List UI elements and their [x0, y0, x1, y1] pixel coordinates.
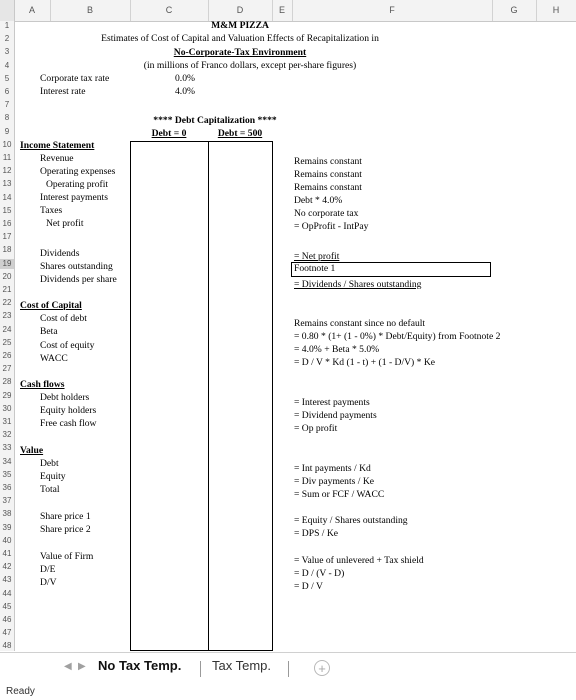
interest-payments-label: Interest payments	[40, 192, 108, 203]
row-header-5[interactable]: 5	[4, 73, 10, 83]
note-dividends: = Net profit	[294, 251, 340, 262]
note-operating-expenses: Remains constant	[294, 169, 362, 180]
units-note: (in millions of Franco dollars, except per-share figures)	[143, 60, 357, 71]
net-profit-label: Net profit	[46, 218, 84, 229]
row-header-40[interactable]: 40	[2, 535, 12, 545]
operating-expenses-label: Operating expenses	[40, 166, 116, 177]
row-header-39[interactable]: 39	[2, 522, 12, 532]
row-header-45[interactable]: 45	[2, 601, 12, 611]
note-share-price-2: = DPS / Ke	[294, 528, 339, 539]
row-header-23[interactable]: 23	[2, 311, 12, 321]
taxes-label: Taxes	[40, 205, 63, 216]
note-operating-profit: Remains constant	[294, 182, 362, 193]
row-header-15[interactable]: 15	[2, 205, 12, 215]
debt-0-header: Debt = 0	[151, 128, 187, 139]
row-header-1[interactable]: 1	[4, 21, 10, 30]
row-header-26[interactable]: 26	[2, 351, 12, 360]
row-header-6[interactable]: 6	[4, 87, 10, 96]
sheet-title: M&M PIZZA	[211, 20, 269, 31]
equity-label: Equity	[40, 471, 66, 482]
row-header-13[interactable]: 13	[2, 179, 12, 189]
cash-flows-heading: Cash flows	[20, 379, 65, 390]
shares-outstanding-label: Shares outstanding	[40, 261, 113, 272]
column-header-f[interactable]: F	[389, 5, 395, 15]
row-header-3[interactable]: 3	[4, 47, 10, 57]
debt-500-header: Debt = 500	[217, 128, 263, 139]
sheet-subtitle: Estimates of Cost of Capital and Valuation Effects of Recapitalization in	[101, 33, 379, 44]
row-header-31[interactable]: 31	[2, 417, 12, 426]
row-header-34[interactable]: 34	[2, 456, 12, 466]
value-heading: Value	[20, 445, 44, 456]
row-header-35[interactable]: 35	[2, 469, 12, 479]
note-wacc: = D / V * Kd (1 - t) + (1 - D/V) * Ke	[294, 357, 436, 368]
note-equity-holders: = Dividend payments	[294, 410, 377, 421]
total-label: Total	[40, 484, 60, 495]
row-header-2[interactable]: 2	[4, 34, 10, 44]
previous-sheet-icon[interactable]: ◀	[64, 661, 72, 672]
debt-holders-label: Debt holders	[40, 392, 90, 403]
row-header-38[interactable]: 38	[2, 509, 12, 519]
column-header-h[interactable]: H	[552, 5, 560, 15]
row-header-25[interactable]: 25	[2, 337, 12, 347]
row-header-30[interactable]: 30	[2, 403, 12, 413]
interest-rate-value[interactable]: 4.0%	[175, 86, 195, 97]
row-header-44[interactable]: 44	[2, 588, 12, 598]
column-header-b[interactable]: B	[86, 5, 93, 15]
row-header-bar	[0, 21, 15, 651]
revenue-label: Revenue	[40, 153, 74, 164]
interest-rate-label: Interest rate	[40, 86, 86, 97]
share-price-2-label: Share price 2	[40, 524, 91, 535]
equity-holders-label: Equity holders	[40, 405, 97, 416]
tab-divider	[288, 661, 289, 677]
income-statement-heading: Income Statement	[20, 140, 95, 151]
row-header-43[interactable]: 43	[2, 575, 12, 585]
row-header-22[interactable]: 22	[2, 298, 12, 308]
note-debt-holders: = Interest payments	[294, 397, 370, 408]
row-header-47[interactable]: 47	[2, 628, 12, 638]
row-header-19[interactable]: 19	[0, 259, 14, 269]
row-header-21[interactable]: 21	[2, 285, 12, 294]
row-header-4[interactable]: 4	[4, 60, 10, 70]
row-header-42[interactable]: 42	[2, 562, 12, 572]
note-free-cash-flow: = Op profit	[294, 423, 338, 434]
column-header-d[interactable]: D	[236, 5, 244, 15]
row-header-20[interactable]: 20	[2, 271, 12, 281]
column-header-e[interactable]: E	[278, 5, 285, 15]
tab-tax-temp[interactable]: Tax Temp.	[212, 658, 272, 673]
row-header-9[interactable]: 9	[4, 126, 10, 136]
note-cost-of-debt: Remains constant since no default	[294, 318, 426, 329]
column-header-c[interactable]: C	[165, 5, 173, 15]
status-bar	[0, 682, 576, 700]
add-sheet-icon[interactable]: +	[314, 660, 330, 676]
environment-heading: No-Corporate-Tax Environment	[173, 47, 307, 58]
row-header-12[interactable]: 12	[2, 166, 12, 176]
note-cost-of-equity: = 4.0% + Beta * 5.0%	[294, 344, 380, 355]
row-header-10[interactable]: 10	[2, 139, 12, 149]
cost-of-capital-heading: Cost of Capital	[20, 300, 82, 311]
status-text: Ready	[6, 686, 35, 697]
note-equity: = Div payments / Ke	[294, 476, 375, 487]
debt-equity-label: D/E	[40, 564, 56, 575]
tab-divider	[200, 661, 201, 677]
debt-0-column-box[interactable]	[130, 141, 209, 651]
row-header-37[interactable]: 37	[2, 496, 12, 506]
row-header-11[interactable]: 11	[2, 153, 12, 162]
note-dividends-per-share: = Dividends / Shares outstanding	[294, 279, 422, 290]
note-taxes: No corporate tax	[294, 208, 359, 219]
column-header-g[interactable]: G	[510, 5, 518, 15]
tab-no-tax-temp[interactable]: No Tax Temp.	[98, 658, 182, 673]
value-of-firm-label: Value of Firm	[40, 551, 94, 562]
column-header-bar	[0, 0, 576, 22]
debt-500-column-box[interactable]	[208, 141, 273, 651]
tax-rate-value[interactable]: 0.0%	[175, 73, 195, 84]
note-share-price-1: = Equity / Shares outstanding	[294, 515, 408, 526]
note-debt: = Int payments / Kd	[294, 463, 371, 474]
note-beta: = 0.80 * (1+ (1 - 0%) * Debt/Equity) from Footnote 2	[294, 331, 501, 342]
row-header-46[interactable]: 46	[2, 615, 12, 624]
row-header-18[interactable]: 18	[2, 245, 12, 255]
dividends-per-share-label: Dividends per share	[40, 274, 117, 285]
row-header-48[interactable]: 48	[2, 641, 12, 651]
row-header-29[interactable]: 29	[2, 390, 12, 400]
select-all-corner[interactable]	[0, 0, 15, 21]
operating-profit-label: Operating profit	[46, 179, 109, 190]
row-header-24[interactable]: 24	[2, 324, 12, 334]
row-header-14[interactable]: 14	[2, 192, 12, 202]
note-interest-payments: Debt * 4.0%	[294, 195, 343, 206]
dividends-label: Dividends	[40, 248, 80, 259]
sheet-tab-bar	[0, 652, 576, 683]
debt-capitalization-title: **** Debt Capitalization ****	[153, 115, 277, 126]
cost-of-debt-label: Cost of debt	[40, 313, 87, 324]
row-header-8[interactable]: 8	[4, 113, 10, 123]
tax-rate-label: Corporate tax rate	[40, 73, 110, 84]
next-sheet-icon[interactable]: ▶	[78, 661, 86, 672]
note-total: = Sum or FCF / WACC	[294, 489, 385, 500]
note-shares-outstanding: Footnote 1	[294, 263, 336, 274]
note-debt-equity: = D / (V - D)	[294, 568, 345, 579]
row-header-7[interactable]: 7	[4, 100, 10, 110]
row-header-41[interactable]: 41	[2, 549, 12, 558]
cost-of-equity-label: Cost of equity	[40, 340, 95, 351]
row-header-36[interactable]: 36	[2, 483, 12, 492]
note-revenue: Remains constant	[294, 156, 362, 167]
beta-label: Beta	[40, 326, 58, 337]
row-header-27[interactable]: 27	[2, 364, 12, 374]
row-header-16[interactable]: 16	[2, 219, 12, 228]
row-header-32[interactable]: 32	[2, 430, 12, 440]
row-header-17[interactable]: 17	[2, 232, 12, 242]
row-header-28[interactable]: 28	[2, 377, 12, 387]
column-header-a[interactable]: A	[28, 5, 35, 15]
note-debt-value: = D / V	[294, 581, 323, 592]
note-net-profit: = OpProfit - IntPay	[294, 221, 369, 232]
share-price-1-label: Share price 1	[40, 511, 91, 522]
debt-label: Debt	[40, 458, 59, 469]
debt-value-label: D/V	[40, 577, 57, 588]
note-value-of-firm: = Value of unlevered + Tax shield	[294, 555, 424, 566]
wacc-label: WACC	[40, 353, 68, 364]
free-cash-flow-label: Free cash flow	[40, 418, 97, 429]
row-header-33[interactable]: 33	[2, 443, 12, 453]
